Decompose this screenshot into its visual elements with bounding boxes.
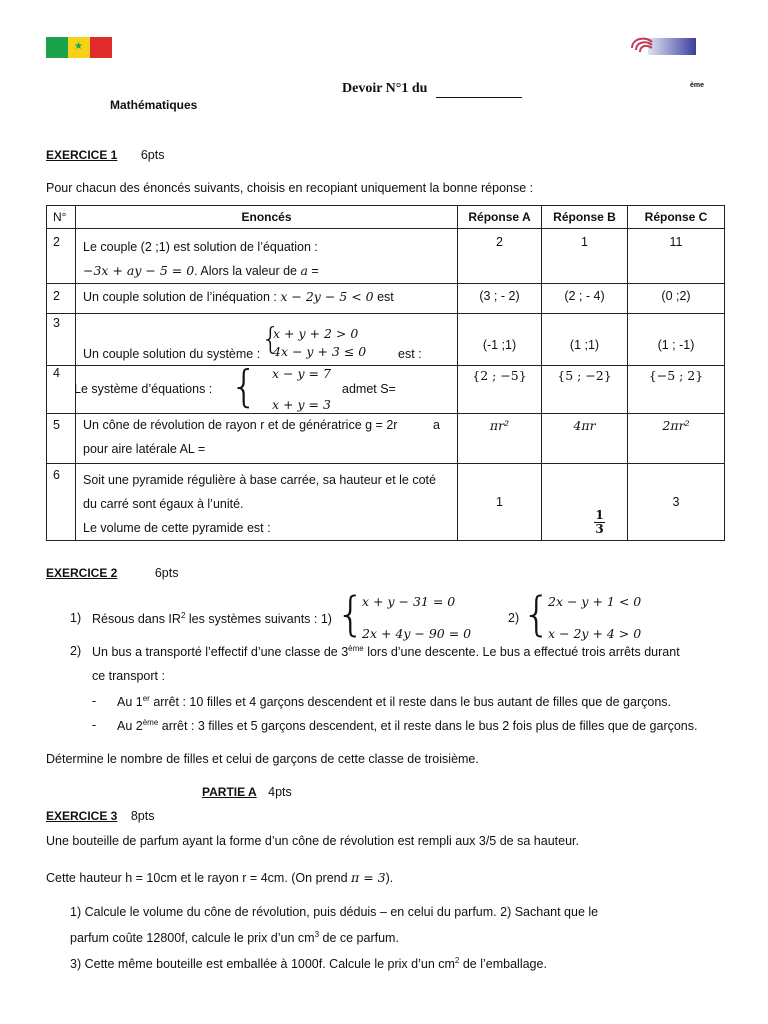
exercise3-q1: 1) Calcule le volume du cône de révolution, puis déduis – en celui du parfum. 2) Sachant que le [70,905,599,919]
answer-b: 4πr [542,414,628,464]
fraction-numerator: 1 [595,508,604,522]
answer-b: (2 ; - 4) [542,284,628,314]
answer-a: (-1 ;1) [458,314,542,366]
title-underline [436,97,522,98]
statement-text: admet S= [342,382,396,396]
exercise3-line2 [46,870,393,885]
row-statement [76,314,458,366]
subject-label: Mathématiques [110,98,198,112]
exercise2-title: EXERCICE 2 [46,566,118,580]
answer-c: 3 [628,464,725,541]
answer-a: πr² [458,414,542,464]
row-statement [74,361,458,414]
exercise3-points: 8pts [130,809,155,823]
answer-a: 2 [458,229,542,284]
statement-text: a [433,418,440,432]
page-title: Devoir N°1 du [342,81,428,96]
exercise1-intro: Pour chacun des énoncés suivants, choisis en recopiant uniquement la bonne réponse : [46,181,534,195]
system-line: x + y = 3 [272,397,331,412]
exercise3-text: parfum coûte 12800f, calcule le prix d’un cm [70,931,315,946]
system-line: x + y + 2 > 0 [273,326,359,341]
row-num: 6 [47,464,76,541]
table-row [47,284,725,314]
answer-a: 1 [458,464,542,541]
statement-text: Un cône de révolution de rayon r et de génératrice g = 2r [83,418,398,432]
exercise3-line1: Une bouteille de parfum ayant la forme d’un cône de révolution est rempli aux 3/5 de sa hauteur. [46,834,579,848]
flag-green-band [46,37,68,58]
statement-line [83,259,457,283]
q2-text-part: Un bus a transporté l’effectif d’une classe de 3 [92,645,349,660]
exercise2-points: 6pts [154,566,179,580]
bullet-superscript: ème [142,718,159,727]
row-num: 2 [47,284,76,314]
pi-value: π = 3 [351,870,386,885]
exercise2-heading [46,566,178,580]
table-row [47,314,725,366]
statement-text: Un couple solution du système : [83,347,261,361]
bullet-text: arrêt : 3 filles et 5 garçons descendent, et il reste dans le bus 2 fois plus de filles que de garçons. [158,719,698,734]
variable: a [300,263,308,278]
row-num: 5 [47,414,76,464]
exercise3-superscript: 3 [314,930,320,939]
exercise3-text: Cette hauteur h = 10cm et le rayon r = 4cm. (On prend [46,871,352,885]
system-brace: { [230,361,258,412]
bullet-marker: - [92,718,97,732]
part-a-title: PARTIE A [202,785,257,799]
statement-line: du carré sont égaux à l’unité. [83,497,244,511]
system-b-line1: 2x − y + 1 < 0 [548,594,642,609]
exercise1-title: EXERCICE 1 [46,148,118,162]
q1-superscript: 2 [180,611,186,620]
header-statement: Enoncés [76,206,458,229]
title-superscript: ème [690,82,705,89]
statement-text: est [373,290,394,304]
exercise3-text: ). [385,871,394,885]
exercise3-title: EXERCICE 3 [46,809,118,823]
exercise2-conclusion: Détermine le nombre de filles et celui de garçons de cette classe de troisième. [46,752,479,766]
row-statement [76,284,458,314]
header-answer-c: Réponse C [628,206,725,229]
q1-text [92,611,332,626]
row-statement [76,464,458,541]
part-a-points: 4pts [268,785,292,799]
exercise1-heading [46,148,164,162]
statement-text: Un couple solution de l’inéquation : [83,290,281,304]
bullet-item [117,694,671,709]
row-num: 3 [47,314,76,366]
table-row [47,414,725,464]
answer-b [542,464,628,541]
flag-star-icon: ★ [74,41,83,52]
system-brace: { [261,322,281,357]
table-row [47,229,725,284]
system-a-line2: 2x + 4y − 90 = 0 [362,626,472,641]
table-header-row [47,206,725,229]
statement-line: Le volume de cette pyramide est : [83,521,271,535]
q2-text-line2: ce transport : [92,669,165,683]
answer-c: {−5 ; 2} [628,366,725,414]
statement-text: . Alors la valeur de [194,264,301,278]
answer-c: 2πr² [628,414,725,464]
statement-text: pour aire latérale AL = [83,442,206,456]
equation: −3x + ay − 5 = 0 [83,263,195,278]
exercise3-text: de l’emballage. [459,957,547,972]
system-a-line1: x + y − 31 = 0 [362,594,456,609]
header-num: N° [47,206,76,229]
exercise3-text: 3) Cette même bouteille est emballée à 1000f. Calcule le prix d’un cm [70,957,455,972]
answer-c: (0 ;2) [628,284,725,314]
senegal-flag [46,37,112,58]
system-line: x − y = 7 [272,366,331,381]
q1-number: 1) [70,611,82,625]
bullet-text: arrêt : 10 filles et 4 garçons descendent et il reste dans le bus autant de filles que de garçons. [149,695,671,710]
header-answer-b: Réponse B [542,206,628,229]
statement-line: Le couple (2 ;1) est solution de l’équation : [83,240,318,254]
header-answer-a: Réponse A [458,206,542,229]
fraction [594,509,604,536]
system-brace: { [522,587,552,641]
system-brace: { [336,587,366,641]
exercise1-points: 6pts [140,148,165,162]
answer-b: 1 [542,229,628,284]
flag-red-band [90,37,112,58]
exercise3-text: de ce parfum. [319,931,399,946]
answer-a: {2 ; −5} [458,366,542,414]
fraction-denominator: 3 [595,522,604,536]
q2-superscript: ème [348,644,364,653]
bullet-superscript: er [142,694,150,703]
system-b-line2: x − 2y + 4 > 0 [548,626,642,641]
bullet-item [117,718,697,733]
q2-text [92,644,680,659]
row-num: 4 [47,366,76,414]
q2-text-part: lors d’une descente. Le bus a effectué trois arrêts durant [363,645,680,660]
system-line: 4x − y + 3 ≤ 0 [273,344,367,359]
exercise3-heading [46,809,154,823]
statement-text: Le système d’équations : [74,382,213,396]
answer-b: (1 ;1) [542,314,628,366]
q2-number: 2) [70,644,82,658]
exercise3-superscript: 2 [454,956,460,965]
exercise3-q1-line2 [70,930,399,945]
exercise3-q3 [70,956,547,971]
row-num: 2 [47,229,76,284]
qcm-table [46,205,725,541]
statement-text: est : [398,347,422,361]
bullet-marker: - [92,694,97,708]
answer-a: (3 ; - 2) [458,284,542,314]
bullet-text: Au 2 [117,719,143,734]
bullet-text: Au 1 [117,695,143,710]
row-statement [76,414,458,464]
school-logo-icon [628,34,698,58]
answer-c: (1 ; -1) [628,314,725,366]
q1-text-part: Résous dans IR [92,612,181,627]
answer-b: {5 ; −2} [542,366,628,414]
inequation: x − 2y − 5 < 0 [280,289,374,304]
answer-c: 11 [628,229,725,284]
row-statement [76,229,458,284]
statement-line: Soit une pyramide régulière à base carrée, sa hauteur et le coté [83,473,436,487]
q1-text-part: les systèmes suivants : 1) [185,612,332,627]
table-row [47,366,725,414]
table-row [47,464,725,541]
q1-part2-label: 2) [508,611,520,625]
statement-text: = [307,264,319,278]
part-a-heading [202,785,292,799]
